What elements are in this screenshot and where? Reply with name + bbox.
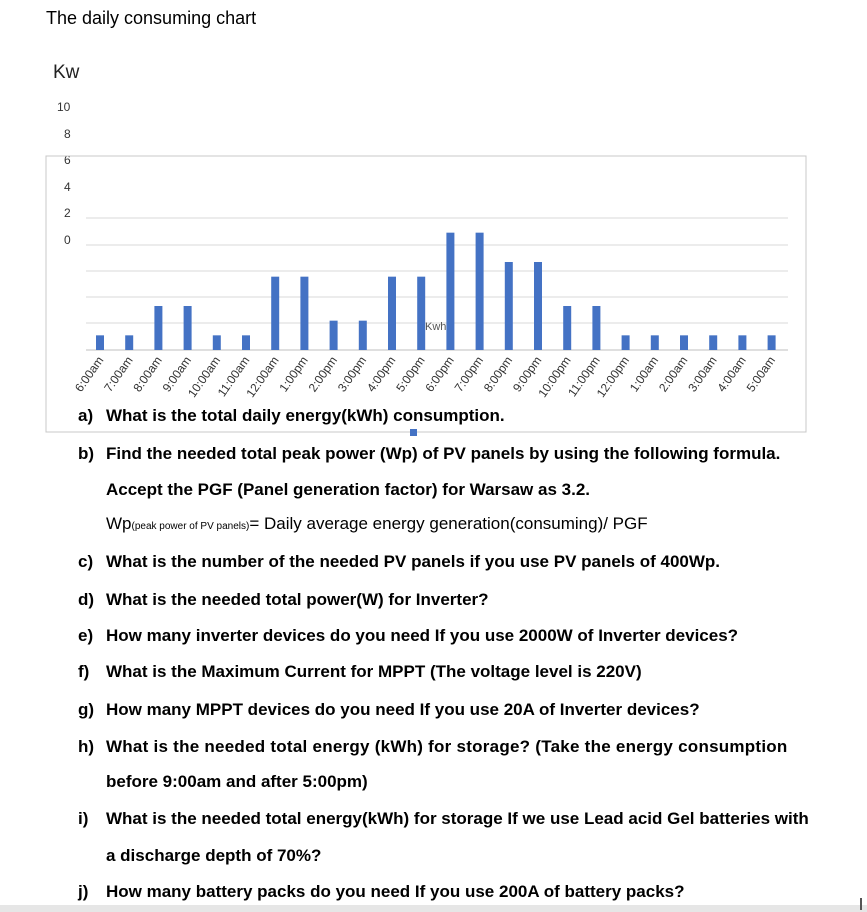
chart-bar (622, 335, 630, 350)
x-tick-label: 12:00am (243, 353, 282, 400)
x-tick-label: 2:00am (656, 353, 691, 395)
x-tick-label: 8:00am (130, 353, 165, 395)
chart-bar (184, 306, 192, 350)
x-tick-label: 7:00am (101, 353, 136, 395)
chart-bar (651, 335, 659, 350)
x-tick-label: 11:00am (214, 353, 253, 400)
chart-bar (96, 335, 104, 350)
question-d-text: What is the needed total power(W) for Inverter? (106, 590, 489, 609)
x-tick-label: 10:00pm (535, 353, 574, 400)
question-c-letter: c) (78, 552, 94, 571)
chart-bar (768, 335, 776, 350)
text-cursor-icon (860, 898, 862, 910)
y-tick-label: 4 (64, 180, 71, 194)
question-g-letter: g) (78, 700, 95, 719)
y-tick-label: 10 (57, 100, 71, 114)
chart-bar (476, 233, 484, 350)
x-tick-label: 5:00pm (393, 353, 428, 395)
x-tick-label: 5:00am (743, 353, 779, 395)
question-j-text: How many battery packs do you need If you use 200A of battery packs? (106, 882, 685, 901)
chart-bar (563, 306, 571, 350)
question-h-text-cont: before 9:00am and after 5:00pm) (106, 772, 368, 791)
chart-bar (125, 335, 133, 350)
chart-bar (388, 277, 396, 350)
chart-bar (709, 335, 717, 350)
chart-bar (300, 277, 308, 350)
x-tick-label: 10:00am (185, 353, 224, 400)
x-tick-label: 9:00am (159, 353, 195, 395)
legend-swatch (410, 429, 417, 436)
chart-bar (592, 306, 600, 350)
formula-lhs: Wp (106, 514, 132, 533)
question-j-letter: j) (78, 882, 89, 901)
x-tick-label: 6:00am (72, 353, 107, 395)
chart-bar (213, 335, 221, 350)
y-tick-label: 6 (64, 153, 71, 167)
question-e-letter: e) (78, 626, 94, 645)
x-tick-label: 3:00am (685, 353, 720, 395)
chart-bar (505, 262, 513, 350)
formula-subscript: (peak power of PV panels) (131, 521, 250, 532)
wp-formula (106, 514, 648, 534)
x-tick-label: 7:00pm (451, 353, 487, 395)
x-tick-label: 11:00pm (565, 353, 603, 400)
chart-bar (271, 277, 279, 350)
question-i-text: What is the needed total energy(kWh) for storage If we use Lead acid Gel batteries with (106, 809, 809, 828)
question-b-letter: b) (78, 444, 95, 463)
x-tick-label: 4:00am (714, 353, 749, 395)
chart-bar (680, 335, 688, 350)
question-f-letter: f) (78, 662, 90, 681)
question-d-letter: d) (78, 590, 95, 609)
chart-bar (738, 335, 746, 350)
chart-bar (534, 262, 542, 350)
x-tick-label: 3:00pm (334, 353, 370, 395)
x-tick-label: 4:00pm (364, 353, 399, 395)
question-e-text: How many inverter devices do you need If you use 2000W of Inverter devices? (106, 626, 739, 645)
question-i-letter: i) (78, 809, 89, 828)
chart-bar (446, 233, 454, 350)
x-tick-label: 1:00pm (276, 353, 311, 395)
question-b-text: Find the needed total peak power (Wp) of PV panels by using the following formula. (106, 444, 781, 463)
question-c-text: What is the number of the needed PV panels if you use PV panels of 400Wp. (106, 552, 721, 571)
chart-bar (417, 277, 425, 350)
document-title: The daily consuming chart (46, 8, 257, 28)
y-tick-label: 8 (64, 127, 71, 141)
chart-bar (359, 321, 367, 350)
question-i-text-cont: a discharge depth of 70%? (106, 846, 322, 865)
y-axis-label: Kw (53, 62, 80, 83)
formula-rhs: = Daily average energy generation(consuming)/ PGF (249, 514, 648, 533)
x-tick-label: 2:00pm (305, 353, 341, 395)
question-b-text-cont: Accept the PGF (Panel generation factor) for Warsaw as 3.2. (106, 480, 590, 499)
question-g-text: How many MPPT devices do you need If you use 20A of Inverter devices? (106, 700, 700, 719)
x-tick-label: 8:00pm (480, 353, 516, 395)
question-f-text: What is the Maximum Current for MPPT (The voltage level is 220V) (106, 662, 642, 681)
x-tick-label: 12:00pm (593, 353, 633, 400)
x-tick-label: 9:00pm (510, 353, 545, 395)
horizontal-scrollbar[interactable] (0, 905, 867, 912)
question-a-text: What is the total daily energy(kWh) consumption. (106, 406, 505, 425)
question-h-letter: h) (78, 737, 95, 756)
question-h-text: What is the needed total energy (kWh) for storage? (Take the energy consumption (106, 737, 788, 756)
y-tick-label: 0 (64, 233, 71, 247)
chart-bar (242, 335, 250, 350)
x-tick-label: 1:00am (626, 353, 662, 395)
x-tick-label: 6:00pm (422, 353, 457, 395)
chart-bar (330, 321, 338, 350)
question-a-letter: a) (78, 406, 94, 425)
legend-label: Kwh (425, 321, 447, 333)
chart-bar (154, 306, 162, 350)
y-tick-label: 2 (64, 206, 71, 220)
